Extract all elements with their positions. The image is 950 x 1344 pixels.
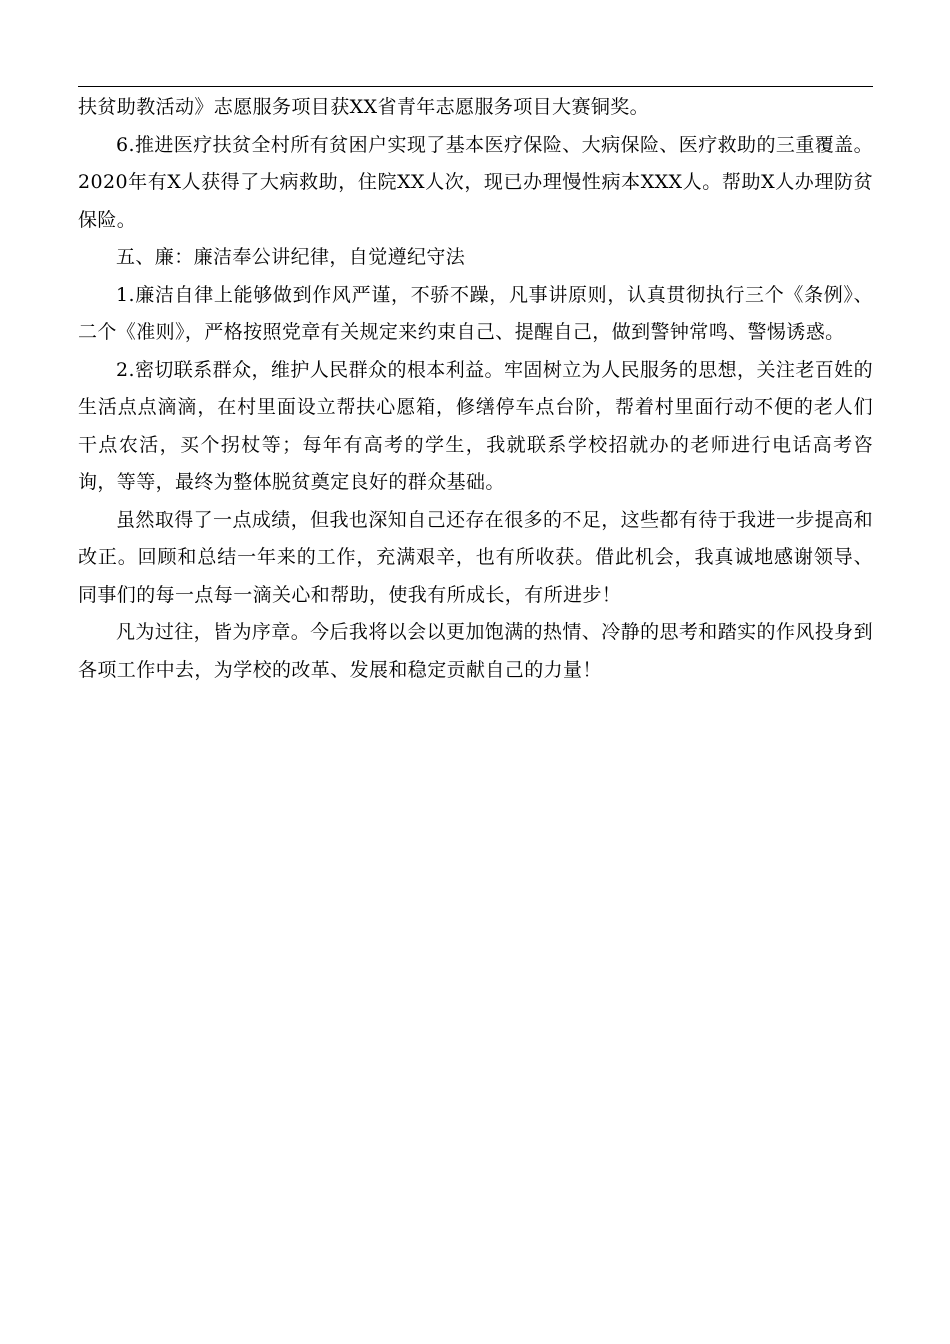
paragraph-shortcomings: 虽然取得了一点成绩，但我也深知自己还存在很多的不足，这些都有待于我进一步提高和改正。回顾和总结一年来的工作，充满艰辛，也有所收获。借此机会，我真诚地感谢领导、同事们的每一点每一滴关心和帮助，使我有所成长，有所进步！ (78, 508, 873, 606)
paragraph-medical-poverty-relief: 6.推进医疗扶贫全村所有贫困户实现了基本医疗保险、大病保险、医疗救助的三重覆盖。2020年有X人获得了大病救助，住院XX人次，现已办理慢性病本XXX人。帮助X人办理防贫保险。 (78, 133, 873, 231)
section-heading-integrity: 五、廉：廉洁奉公讲纪律，自觉遵纪守法 (116, 246, 466, 268)
paragraph-continuation: 扶贫助教活动》志愿服务项目获XX省青年志愿服务项目大赛铜奖。 (78, 96, 650, 118)
paragraph-self-discipline: 1.廉洁自律上能够做到作风严谨，不骄不躁，凡事讲原则，认真贯彻执行三个《条例》、二个《准则》，严格按照党章有关规定来约束自己、提醒自己，做到警钟常鸣、警惕诱惑。 (78, 283, 873, 343)
paragraph-conclusion: 凡为过往，皆为序章。今后我将以会以更加饱满的热情、冷静的思考和踏实的作风投身到各项工作中去，为学校的改革、发展和稳定贡献自己的力量！ (78, 621, 873, 681)
document-body (78, 89, 873, 689)
header-rule (78, 86, 873, 87)
paragraph-contact-masses: 2.密切联系群众，维护人民群众的根本利益。牢固树立为人民服务的思想，关注老百姓的生活点点滴滴，在村里面设立帮扶心愿箱，修缮停车点台阶，帮着村里面行动不便的老人们干点农活，买个拐杖等；每年有高考的学生，我就联系学校招就办的老师进行电话高考咨询，等等，最终为整体脱贫奠定良好的群众基础。 (78, 358, 873, 493)
